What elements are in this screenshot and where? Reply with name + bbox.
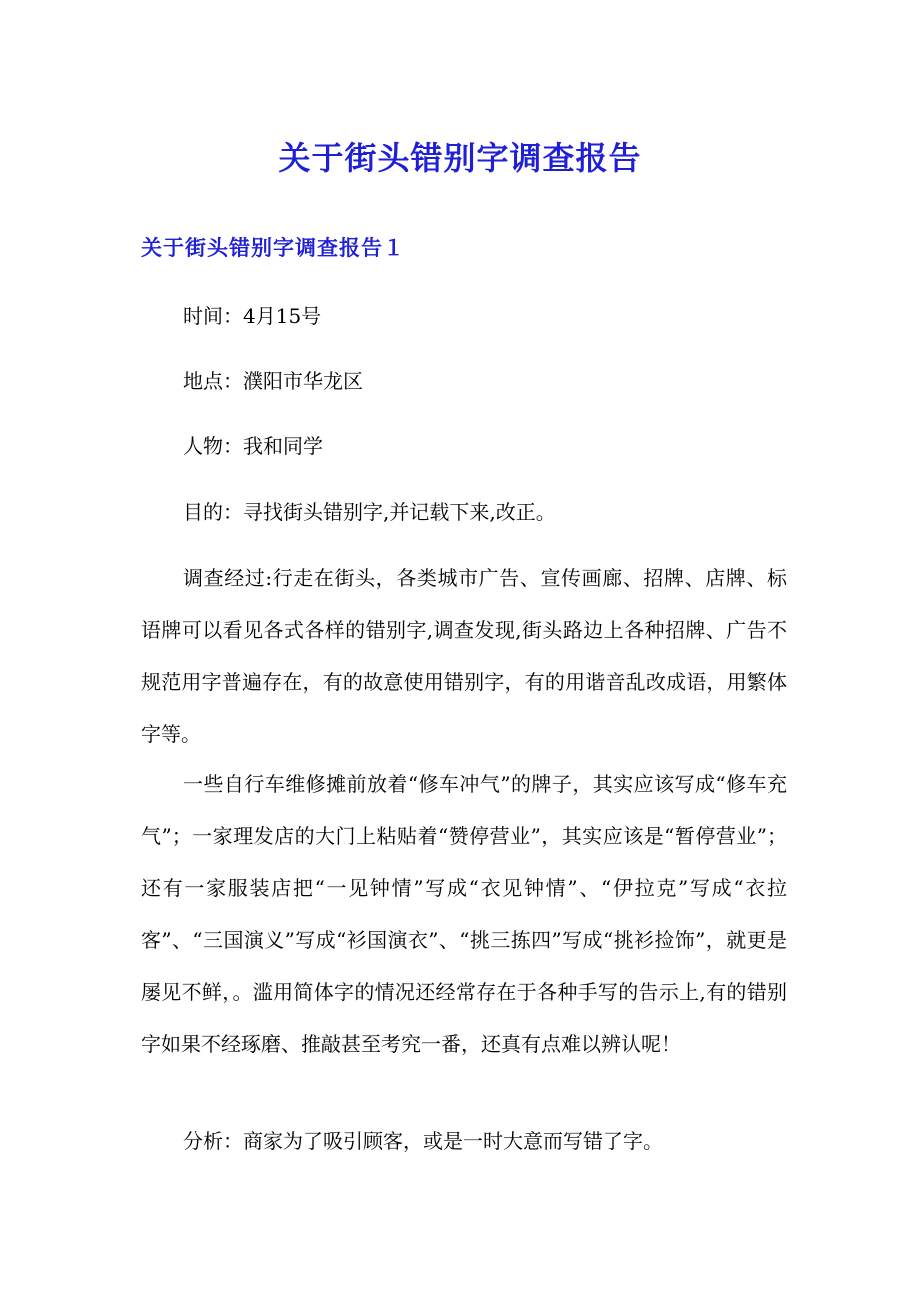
paragraph-purpose: 目的：寻找街头错别字,并记载下来,改正。 — [183, 500, 556, 524]
paragraph-time: 时间：4月15号 — [183, 304, 322, 328]
paragraph-examples: 一些自行车维修摊前放着“修车冲气”的牌子，其实应该写成“修车充气”；一家理发店的大门上粘贴着“赞停营业”，其实应该是“暂停营业”；还有一家服装店把“一见钟情”写成“衣见钟情”、“伊拉克”写成“衣拉客”、“三国演义”写成“衫国演衣”、“挑三拣四”写成“挑衫捡饰”，就更是屡见不鲜，。滥用简体字的情况还经常存在于各种手写的告示上,有的错别字如果不经琢磨、推敲甚至考究一番，还真有点难以辨认呢！ — [141, 772, 787, 1056]
paragraph-analysis: 分析：商家为了吸引顾客，或是一时大意而写错了字。 — [183, 1129, 663, 1153]
section-heading: 关于街头错别字调查报告１ — [141, 235, 405, 260]
paragraph-people: 人物：我和同学 — [183, 434, 323, 458]
document-title: 关于街头错别字调查报告 — [278, 139, 642, 177]
paragraph-place: 地点：濮阳市华龙区 — [183, 369, 363, 393]
paragraph-investigation-process: 调查经过:行走在街头，各类城市广告、宣传画廊、招牌、店牌、标语牌可以看见各式各样的错别字,调查发现,街头路边上各种招牌、广告不规范用字普遍存在，有的故意使用错别字，有的用谐音乱改成语，用繁体字等。 — [141, 566, 787, 746]
